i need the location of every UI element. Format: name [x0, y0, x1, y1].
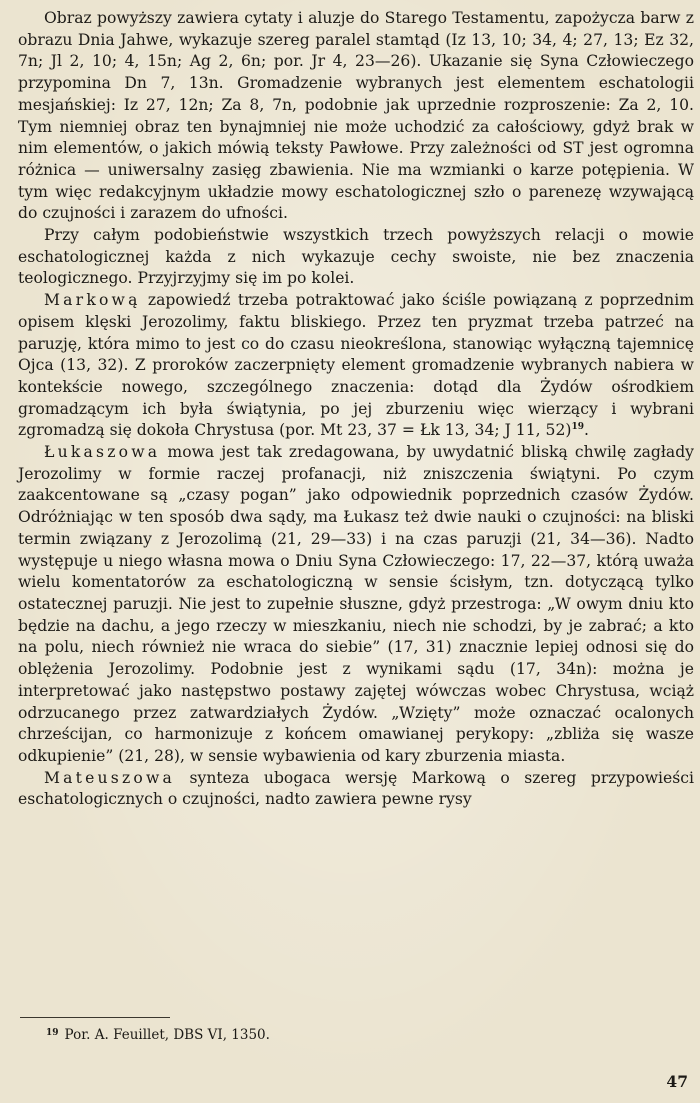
paragraph-1-text: Obraz powyższy zawiera cytaty i aluzje do Starego Testamentu, zapożycza barw z obrazu Dnia Jahwe, wykazuje szereg paralel stamtąd (Iz 13, 10; 34, 4; 27, 13; Ez 32, 7n; Jl 2, 10; 4, 15n; Ag 2, 6n; por. Jr 4, 23—26). Ukazanie się Syna Człowieczego przypomina Dn 7, 13n. Gromadzenie wybranych jest elementem eschatologii mesjańskiej: Iz 27, 12n; Za 8, 7n, podobnie jak uprzednie rozproszenie: Za 2, 10. Tym niemniej obraz ten bynajmniej nie może uchodzić za całościowy, gdyż brak w nim elementów, o jakich mówią teksty Pawłowe. Przy zależności od ST jest ogromna różnica — uniwersalny zasięg zbawienia. Nie ma wzmianki o karze potępienia. W tym więc redakcyjnym układzie mowy eschatologicznej szło o parenezę wzywającą do czujności i zarazem do ufności. [18, 9, 694, 223]
footnote-reference-19[interactable]: 19 [571, 422, 585, 433]
page-number: 47 [666, 1072, 688, 1091]
paragraph-5 [18, 768, 694, 811]
paragraph-3-text: zapowiedź trzeba potraktować jako ściśle powiązaną z poprzednim opisem klęski Jerozolimy, faktu bliskiego. Przez ten pryzmat trzeba patrzeć na paruzję, która mimo to jest co do czasu nieokreślona, stanowiąc wyłączną tajemnicę Ojca (13, 32). Z proroków zaczerpnięty element gromadzenie wybranych nabiera w kontekście nowego, szczególnego znaczenia: dotąd dla Żydów ośrodkiem gromadzącym ich była świątynia, po jej zburzeniu więc wierzący i wybrani zgromadzą się dokoła Chrystusa (por. Mt 23, 37 = Łk 13, 34; J 11, 52) [18, 291, 694, 440]
footnote-19 [46, 1024, 270, 1044]
body-text [18, 8, 694, 811]
footnote-text: Por. A. Feuillet, DBS VI, 1350. [64, 1027, 270, 1043]
paragraph-4-lead: Łukaszowa [44, 443, 161, 462]
paragraph-2 [18, 225, 694, 290]
paragraph-5-text: synteza ubogaca wersję Markową o szereg przypowieści eschatologicznych o czujności, nadto zawiera pewne rysy [18, 768, 694, 809]
paragraph-3: Markową zapowiedź trzeba potraktować jako ściśle powiązaną z poprzednim opisem klęski Jerozolimy, faktu bliskiego. Przez ten pryzmat trzeba patrzeć na paruzję, która mimo to jest co do czasu nieokreślona, stanowiąc wyłączną tajemnicę Ojca (13, 32). Z proroków zaczerpnięty element gromadzenie wybranych nabiera w kontekście nowego, szczególnego znaczenia: dotąd dla Żydów ośrodkiem gromadzącym ich była świątynia, po jej zburzeniu więc wierzący i wybrani zgromadzą się dokoła Chrystusa (por. Mt 23, 37 = Łk 13, 34; J 11, 52)$^{19}$. [18, 291, 694, 440]
paragraph-4-text: mowa jest tak zredagowana, by uwydatnić bliską chwilę zagłady Jerozolimy w formie raczej profanacji, niż zniszczenia świątyni. Po czym zaakcentowane są „czasy pogan” jako odpowiednik poprzednich czasów Żydów. Odróżniając w ten sposób dwa sądy, ma Łukasz też dwie nauki o czujności: na bliski termin związany z Jerozolimą (21, 29—33) i na czas paruzji (21, 34—36). Nadto występuje u niego własna mowa o Dniu Syna Człowieczego: 17, 22—37, którą uważa wielu komentatorów za eschatologiczną w sensie ścisłym, tzn. dotyczącą tylko ostatecznej paruzji. Nie jest to zupełnie słuszne, gdyż przestroga: „W owym dniu kto będzie na dachu, a jego rzeczy w mieszkaniu, niech nie schodzi, by je zabrać; a kto na polu, niech również nie wraca do siebie” (17, 31) znacznie lepiej odnosi się do oblężenia Jerozolimy. Podobnie jest z wynikami sądu (17, 34n): można je interpretować jako następstwo postawy zajętej wówczas wobec Chrystusa, wciąż odrzucanego przez zatwardziałych Żydów. „Wzięty” może oznaczać ocalonych chrześcijan, co harmonizuje z końcem omawianej perykopy: „zbliża się wasze odkupienie” (21, 28), w sensie wybawienia od kary zburzenia miasta. [18, 443, 694, 765]
footnote-number: 19 [46, 1028, 59, 1038]
paragraph-4 [18, 442, 694, 768]
paragraph-5-lead: Mateuszowa [44, 768, 176, 787]
paragraph-3-lead: Markową [44, 291, 141, 310]
paragraph-2-text: Przy całym podobieństwie wszystkich trzech powyższych relacji o mowie eschatologicznej każda z nich wykazuje cechy swoiste, nie bez znaczenia teologicznego. Przyjrzyjmy się im po kolei. [18, 226, 694, 288]
paragraph-1 [18, 8, 694, 225]
footnote-divider [20, 1017, 170, 1018]
